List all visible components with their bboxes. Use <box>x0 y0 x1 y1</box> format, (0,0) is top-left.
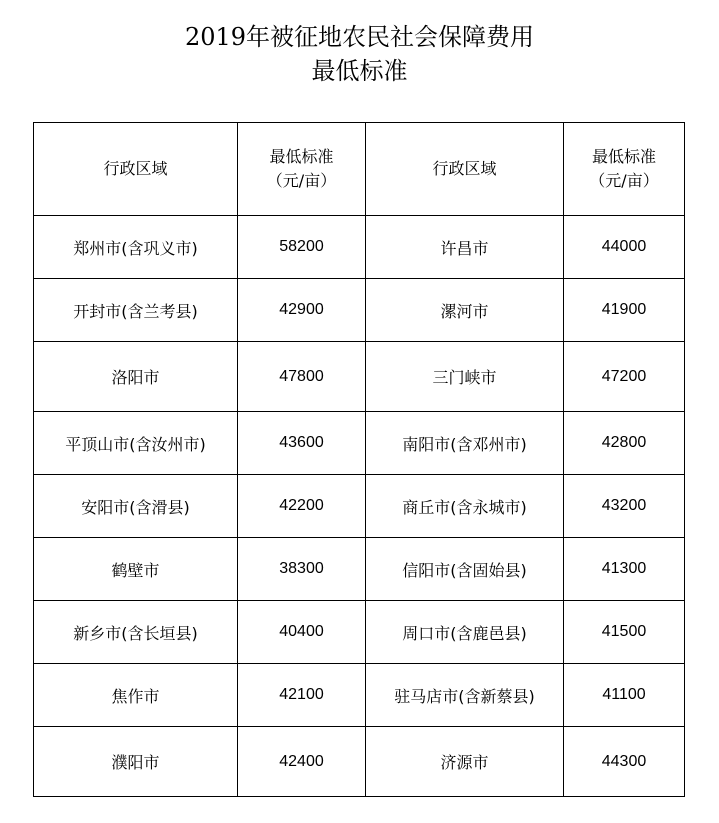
left-region-cell: 安阳市(含滑县) <box>34 475 238 538</box>
standards-table <box>33 122 685 797</box>
right-region-cell: 信阳市(含固始县) <box>366 538 564 601</box>
left-value-cell: 42900 <box>238 279 366 342</box>
right-region-cell: 三门峡市 <box>366 342 564 412</box>
right-value-cell: 47200 <box>564 342 685 412</box>
header-standard-right-line1: 最低标准 <box>591 147 656 166</box>
left-value-cell: 42200 <box>238 475 366 538</box>
table-row <box>34 279 685 342</box>
left-value-cell: 42100 <box>238 664 366 727</box>
right-value-cell: 42800 <box>564 412 685 475</box>
table-header-row <box>34 123 685 216</box>
right-region-cell: 商丘市(含永城市) <box>366 475 564 538</box>
table-row <box>34 342 685 412</box>
right-region-cell: 周口市(含鹿邑县) <box>366 601 564 664</box>
left-region-cell: 濮阳市 <box>34 727 238 797</box>
table-row <box>34 727 685 797</box>
table-row <box>34 216 685 279</box>
table-row <box>34 664 685 727</box>
header-region-right: 行政区域 <box>366 123 564 216</box>
right-value-cell: 44300 <box>564 727 685 797</box>
left-region-cell: 鹤壁市 <box>34 538 238 601</box>
right-region-cell: 驻马店市(含新蔡县) <box>366 664 564 727</box>
right-value-cell: 41500 <box>564 601 685 664</box>
page-title <box>0 20 719 88</box>
left-value-cell: 43600 <box>238 412 366 475</box>
header-standard-right <box>564 123 685 216</box>
left-region-cell: 平顶山市(含汝州市) <box>34 412 238 475</box>
header-standard-left-line2: （元/亩） <box>266 171 337 190</box>
table-row <box>34 601 685 664</box>
left-value-cell: 38300 <box>238 538 366 601</box>
right-region-cell: 南阳市(含邓州市) <box>366 412 564 475</box>
left-region-cell: 焦作市 <box>34 664 238 727</box>
left-region-cell: 新乡市(含长垣县) <box>34 601 238 664</box>
right-value-cell: 41900 <box>564 279 685 342</box>
left-value-cell: 40400 <box>238 601 366 664</box>
left-value-cell: 58200 <box>238 216 366 279</box>
right-value-cell: 41100 <box>564 664 685 727</box>
table-row <box>34 475 685 538</box>
left-value-cell: 42400 <box>238 727 366 797</box>
header-standard-left <box>238 123 366 216</box>
right-value-cell: 44000 <box>564 216 685 279</box>
title-line-1: 2019年被征地农民社会保障费用 <box>184 23 535 51</box>
right-region-cell: 许昌市 <box>366 216 564 279</box>
right-value-cell: 43200 <box>564 475 685 538</box>
left-region-cell: 郑州市(含巩义市) <box>34 216 238 279</box>
header-standard-left-line1: 最低标准 <box>269 147 334 166</box>
header-standard-right-line2: （元/亩） <box>589 171 659 190</box>
right-value-cell: 41300 <box>564 538 685 601</box>
header-region-left: 行政区域 <box>34 123 238 216</box>
left-region-cell: 开封市(含兰考县) <box>34 279 238 342</box>
table-row <box>34 412 685 475</box>
title-line-2: 最低标准 <box>311 57 408 85</box>
right-region-cell: 漯河市 <box>366 279 564 342</box>
table-row <box>34 538 685 601</box>
left-region-cell: 洛阳市 <box>34 342 238 412</box>
left-value-cell: 47800 <box>238 342 366 412</box>
right-region-cell: 济源市 <box>366 727 564 797</box>
